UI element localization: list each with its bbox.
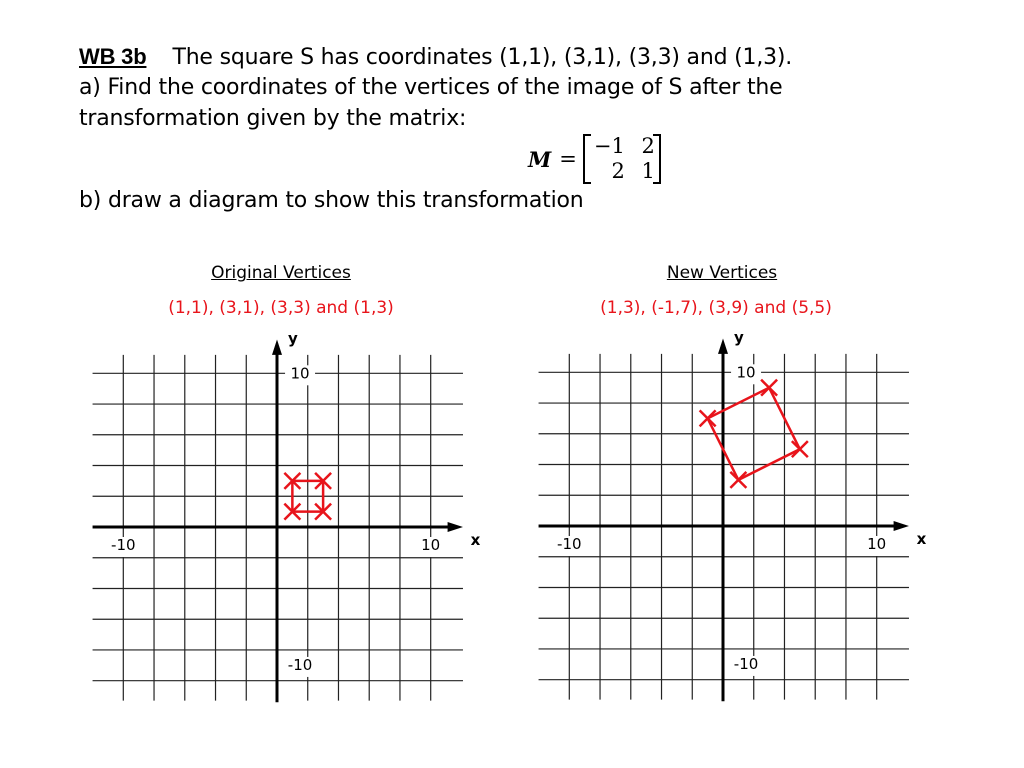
image-vertex-cross bbox=[761, 380, 777, 396]
new-heading: New Vertices bbox=[666, 263, 778, 283]
y-axis-arrow bbox=[718, 338, 728, 353]
x-axis-label: x bbox=[470, 531, 481, 549]
y-pos-label: 10 bbox=[290, 364, 310, 383]
original-grid bbox=[93, 329, 481, 702]
y-axis-label: y bbox=[288, 329, 298, 348]
y-axis-label: y bbox=[734, 328, 744, 347]
question-label: WB 3b bbox=[79, 44, 147, 69]
matrix-cell: 1 bbox=[641, 159, 655, 183]
image-vertex-cross bbox=[730, 472, 746, 488]
image-vertex-cross bbox=[700, 410, 716, 426]
original-heading: Original Vertices bbox=[211, 263, 351, 283]
y-neg-label: -10 bbox=[733, 654, 759, 673]
y-neg-label: -10 bbox=[287, 655, 313, 674]
x-axis-arrow bbox=[448, 522, 463, 532]
x-axis-arrow bbox=[894, 521, 909, 531]
image-vertex-cross bbox=[792, 441, 808, 457]
x-pos-label: 10 bbox=[867, 535, 887, 553]
question-line-4: b) draw a diagram to show this transformation bbox=[79, 188, 584, 213]
matrix-name: M bbox=[528, 146, 552, 172]
x-pos-label: 10 bbox=[421, 536, 441, 554]
new-vertices: (1,3), (-1,7), (3,9) and (5,5) bbox=[600, 298, 832, 318]
original-vertices: (1,1), (3,1), (3,3) and (1,3) bbox=[168, 298, 394, 318]
matrix-cell: −1 bbox=[593, 134, 625, 158]
question-text: The square S has coordinates (1,1), (3,1), (3,3) and (1,3). bbox=[172, 45, 793, 70]
x-axis-label: x bbox=[916, 530, 927, 548]
x-neg-label: -10 bbox=[111, 536, 136, 554]
y-axis-arrow bbox=[272, 339, 282, 354]
x-neg-label: -10 bbox=[557, 535, 582, 553]
image-grid bbox=[539, 328, 927, 701]
y-pos-label: 10 bbox=[736, 363, 756, 382]
question-line-3: transformation given by the matrix: bbox=[79, 106, 467, 131]
matrix-cell: 2 bbox=[611, 159, 625, 183]
question-line-2: a) Find the coordinates of the vertices of the image of S after the bbox=[79, 75, 783, 100]
equals-sign: = bbox=[559, 147, 577, 171]
matrix-cell: 2 bbox=[641, 134, 655, 158]
